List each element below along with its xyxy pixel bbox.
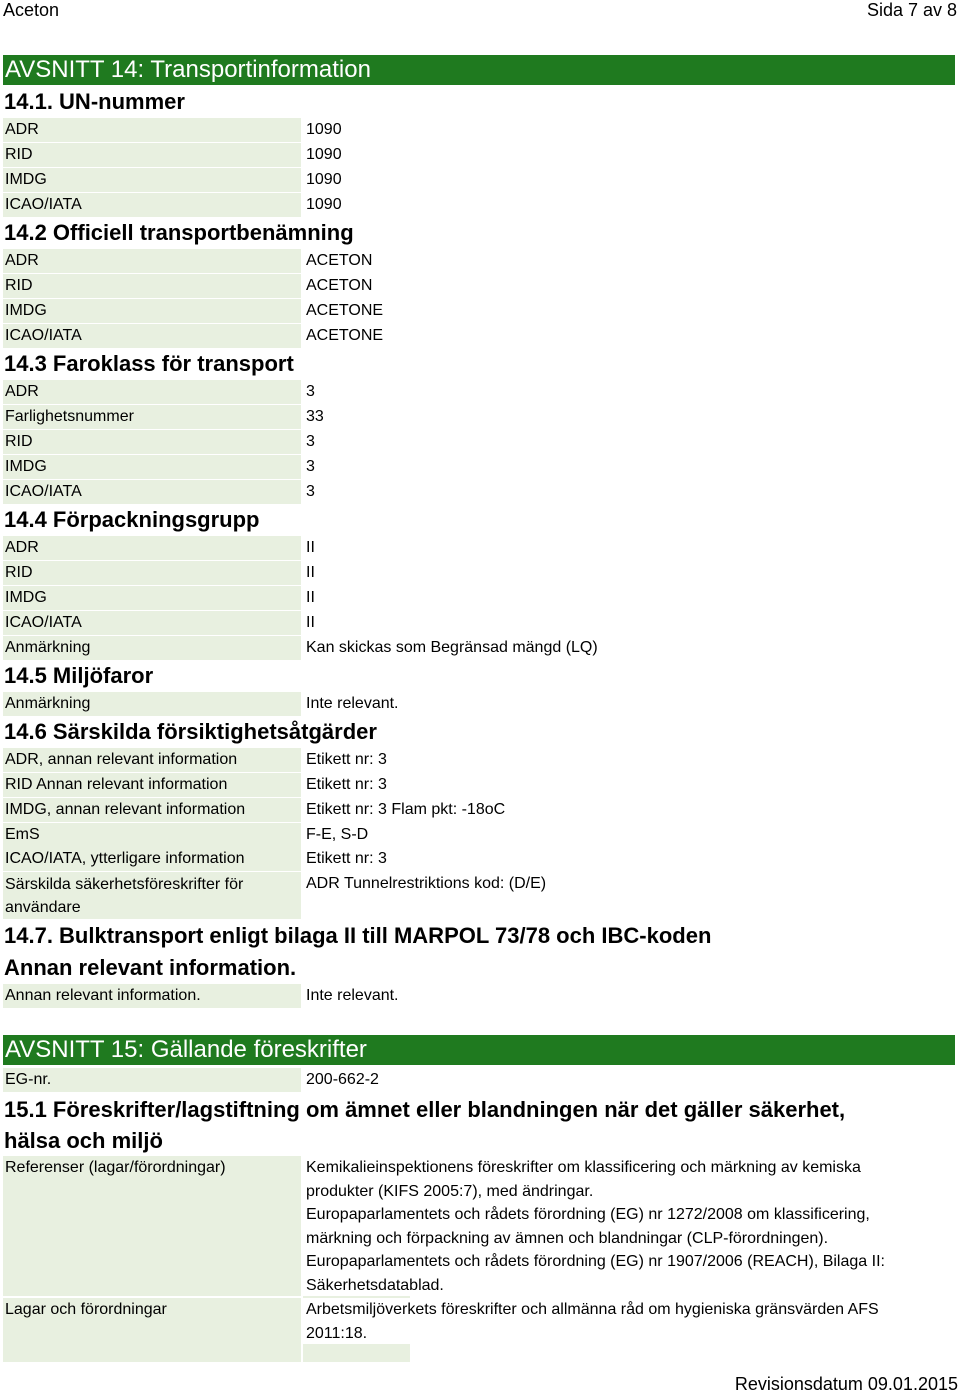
row-value: II	[306, 564, 315, 581]
row-value: Etikett nr: 3 Flam pkt: -18oC	[306, 801, 506, 818]
row-value: 1090	[306, 146, 342, 163]
refs-item: Kemikalieinspektionens föreskrifter om klassificering och märkning av kemiska produkter (KIFS 2005:7), med ändringar.	[306, 1159, 861, 1200]
revision-date: Revisionsdatum 09.01.2015	[734, 1374, 958, 1394]
row-value: Etikett nr: 3	[306, 776, 387, 793]
heading-14-2: 14.2 Officiell transportbenämning	[4, 220, 354, 245]
row-label: ICAO/IATA, ytterligare information	[3, 847, 301, 871]
row-label: IMDG	[3, 586, 301, 610]
row-label: IMDG, annan relevant information	[3, 798, 301, 822]
row-label: ICAO/IATA	[3, 611, 301, 635]
row-label: ICAO/IATA	[3, 480, 301, 504]
row-label: ICAO/IATA	[3, 193, 301, 217]
row-value: ADR Tunnelrestriktions kod: (D/E)	[306, 875, 547, 892]
row-value: Etikett nr: 3	[306, 850, 387, 867]
row-value: ACETONE	[306, 327, 384, 344]
row-value: II	[306, 539, 315, 556]
row-value: 3	[306, 483, 315, 500]
row-label: Farlighetsnummer	[3, 405, 301, 429]
row-value: 3	[306, 433, 315, 450]
row-value: II	[306, 614, 315, 631]
row-label: RID	[3, 143, 301, 167]
row-value: ACETONE	[306, 302, 384, 319]
section-14-banner: AVSNITT 14: Transportinformation	[3, 55, 955, 85]
laws-value: Arbetsmiljöverkets föreskrifter och allmänna råd om hygieniska gränsvärden AFS 2011:18.	[306, 1301, 879, 1342]
row-value: Inte relevant.	[306, 695, 399, 712]
value-box	[303, 1344, 410, 1362]
row-label: Anmärkning	[3, 636, 301, 660]
row-label: RID	[3, 430, 301, 454]
heading-14-3: 14.3 Faroklass för transport	[4, 351, 294, 376]
refs-item: Europaparlamentets och rådets förordning (EG) nr 1272/2008 om klassificering, märkning och förpackning av ämnen och blandningar (CLP-förordningen).	[306, 1206, 870, 1247]
row-label: RID Annan relevant information	[3, 773, 301, 797]
heading-other-info: Annan relevant information.	[4, 955, 297, 980]
product-name: Aceton	[3, 0, 60, 20]
row-value: 3	[306, 383, 315, 400]
row-label: Annan relevant information.	[3, 984, 301, 1008]
heading-14-1: 14.1. UN-nummer	[4, 89, 185, 114]
row-label: Särskilda säkerhetsföreskrifter för användare	[3, 872, 301, 919]
row-label: ADR	[3, 536, 301, 560]
heading-14-4: 14.4 Förpackningsgrupp	[4, 507, 260, 532]
refs-item: Europaparlamentets och rådets förordning (EG) nr 1907/2006 (REACH), Bilaga II: Säkerhetsdatablad.	[306, 1253, 885, 1294]
row-value: 200-662-2	[306, 1071, 379, 1088]
row-label: ADR	[3, 380, 301, 404]
row-value: 1090	[306, 121, 342, 138]
row-label: RID	[3, 561, 301, 585]
row-value: II	[306, 589, 315, 606]
row-label: RID	[3, 274, 301, 298]
laws-label: Lagar och förordningar	[3, 1298, 301, 1362]
row-value: ACETON	[306, 252, 373, 269]
row-label: ICAO/IATA	[3, 324, 301, 348]
row-label: IMDG	[3, 455, 301, 479]
section-15-banner: AVSNITT 15: Gällande föreskrifter	[3, 1035, 955, 1065]
row-label: ADR, annan relevant information	[3, 748, 301, 772]
page-number: Sida 7 av 8	[866, 0, 957, 20]
refs-label: Referenser (lagar/förordningar)	[3, 1156, 301, 1296]
row-value: 33	[306, 408, 324, 425]
row-label: IMDG	[3, 168, 301, 192]
row-value: Inte relevant.	[306, 987, 399, 1004]
heading-14-5: 14.5 Miljöfaror	[4, 663, 154, 688]
row-label: EmS	[3, 823, 301, 847]
heading-14-7: 14.7. Bulktransport enligt bilaga II till MARPOL 73/78 och IBC-koden	[4, 923, 712, 948]
row-value: Kan skickas som Begränsad mängd (LQ)	[306, 639, 598, 656]
row-value: ACETON	[306, 277, 373, 294]
row-value: F-E, S-D	[306, 826, 369, 843]
row-value: 1090	[306, 171, 342, 188]
row-value: 1090	[306, 196, 342, 213]
row-label: IMDG	[3, 299, 301, 323]
row-label: ADR	[3, 249, 301, 273]
row-label: EG-nr.	[3, 1068, 301, 1092]
heading-15-1: 15.1 Föreskrifter/lagstiftning om ämnet eller blandningen när det gäller säkerhet, hälsa och miljö	[4, 1097, 846, 1153]
row-value: Etikett nr: 3	[306, 751, 387, 768]
row-value: 3	[306, 458, 315, 475]
heading-14-6: 14.6 Särskilda försiktighetsåtgärder	[4, 719, 377, 744]
row-label: ADR	[3, 118, 301, 142]
row-label: Anmärkning	[3, 692, 301, 716]
